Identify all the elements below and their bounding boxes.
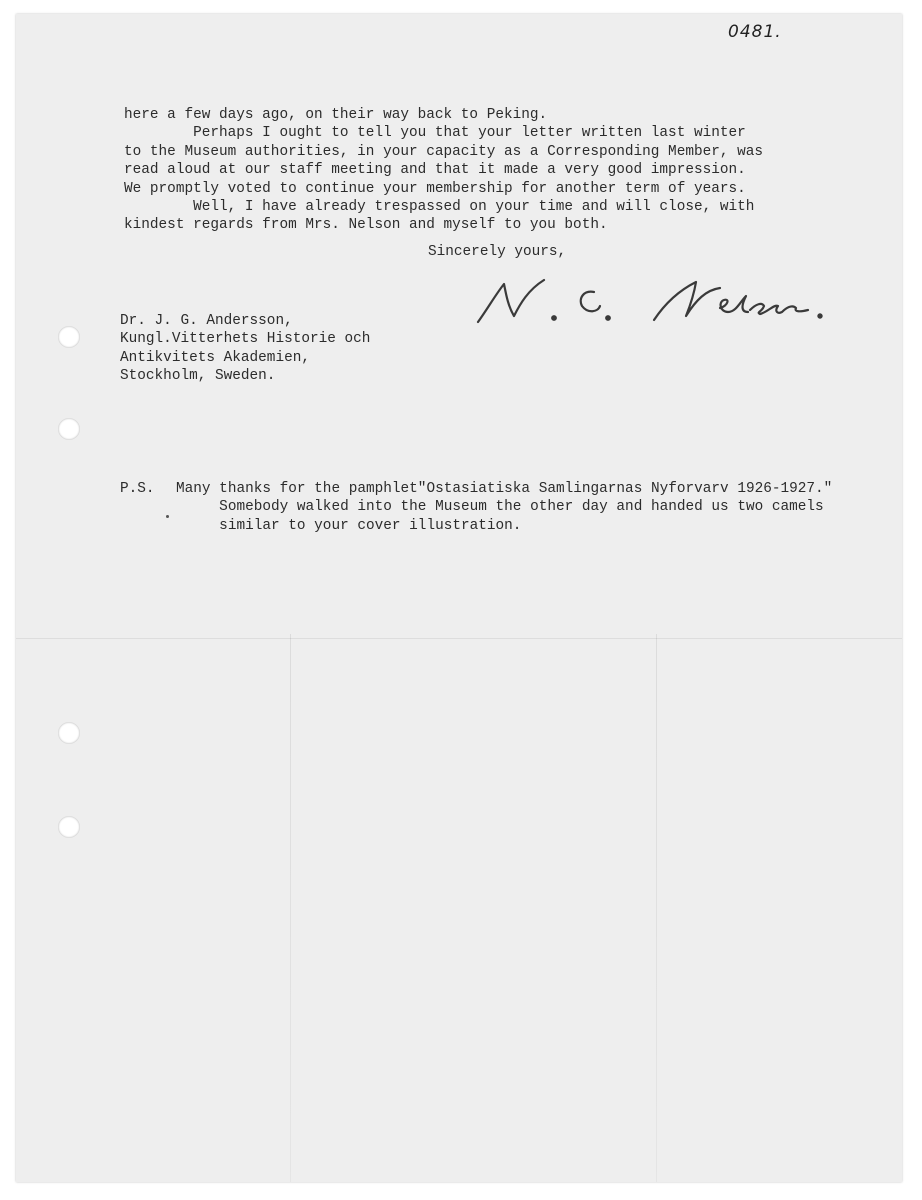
postscript-line: Many thanks for the pamphlet"Ostasiatiska Samlingarnas Nyforvarv 1926-1927."	[176, 481, 833, 497]
address-line: Antikvitets Akademien,	[120, 349, 310, 366]
punch-hole-1	[58, 326, 80, 348]
punch-hole-2	[58, 418, 80, 440]
body-line: Perhaps I ought to tell you that your letter written last winter	[124, 125, 746, 142]
body-line: read aloud at our staff meeting and that it made a very good impression.	[124, 162, 746, 179]
address-line: Dr. J. G. Andersson,	[120, 313, 293, 329]
ink-speck	[166, 515, 169, 518]
postscript-line: Somebody walked into the Museum the other day and handed us two camels	[176, 499, 824, 516]
postscript-label: P.S.	[120, 481, 155, 497]
postscript-line: similar to your cover illustration.	[176, 517, 522, 534]
letter-page	[16, 14, 902, 1182]
handwritten-signature	[474, 272, 834, 338]
fold-crease-horizontal	[16, 638, 902, 639]
body-line: We promptly voted to continue your membership for another term of years.	[124, 180, 746, 197]
punch-hole-4	[58, 816, 80, 838]
address-line: Kungl.Vitterhets Historie och	[120, 331, 371, 348]
address-line: Stockholm, Sweden.	[120, 368, 276, 385]
punch-hole-3	[58, 722, 80, 744]
archive-number: 0481.	[728, 22, 782, 42]
body-line: here a few days ago, on their way back to Peking.	[124, 107, 548, 123]
closing: Sincerely yours,	[428, 244, 567, 260]
fold-crease-right	[656, 634, 657, 1182]
body-line: to the Museum authorities, in your capacity as a Corresponding Member, was	[124, 143, 764, 160]
body-line: Well, I have already trespassed on your time and will close, with	[124, 199, 755, 215]
fold-crease-left	[290, 634, 291, 1182]
body-line: kindest regards from Mrs. Nelson and myself to you both.	[124, 217, 608, 234]
